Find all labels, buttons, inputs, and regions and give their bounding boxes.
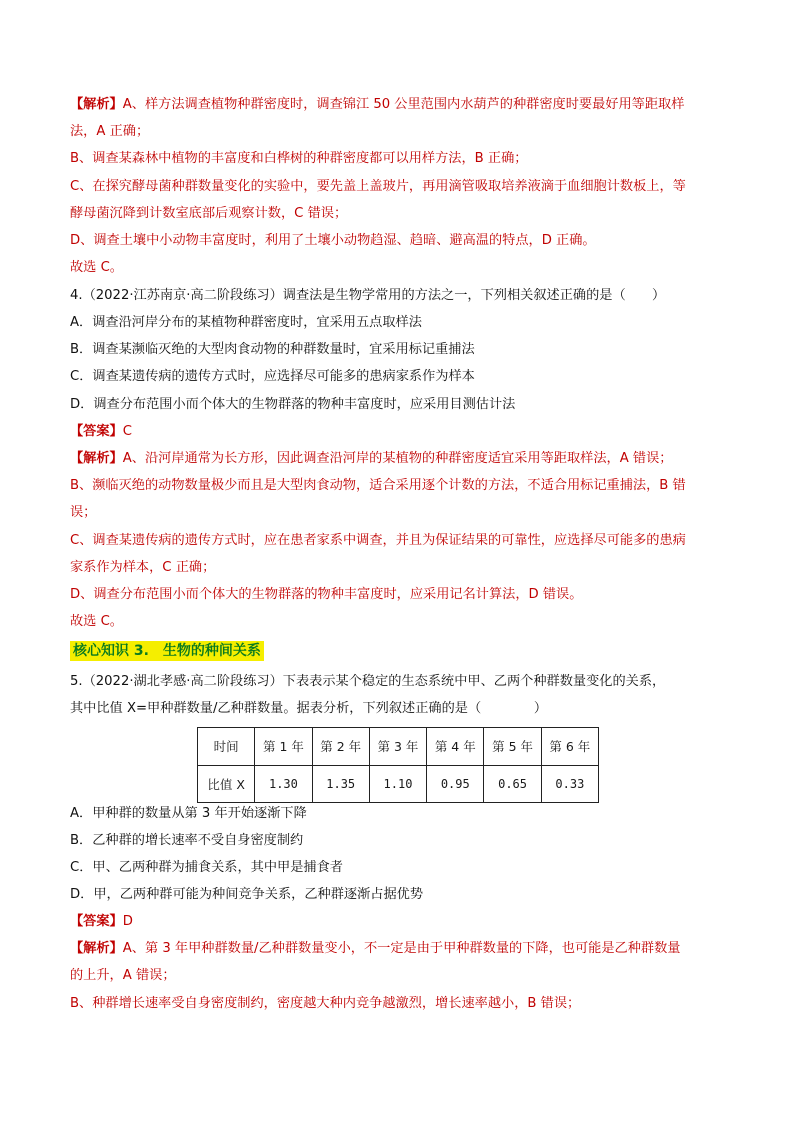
analysis-text: A、样方法调查植物种群密度时，调查锦江 50 公里范围内水葫芦的种群密度时要最好用等距取样 bbox=[122, 97, 685, 112]
answer-tag: 【答案】 bbox=[70, 424, 123, 439]
question-4-option-c: C．调查某遗传病的遗传方式时，应选择尽可能多的患病家系作为样本 bbox=[70, 369, 475, 384]
question-4-option-d: D．调查分布范围小而个体大的生物群落的物种丰富度时，应采用目测估计法 bbox=[70, 397, 516, 412]
analysis-paragraph-line bbox=[70, 940, 681, 958]
question-5-stem-line: 其中比值 X=甲种群数量/乙种群数量。据表分析，下列叙述正确的是（ ） bbox=[70, 701, 548, 716]
conclusion-line: 故选 C。 bbox=[70, 614, 123, 629]
table-header-cell: 第 2 年 bbox=[312, 728, 369, 766]
analysis-paragraph-line: B、濒临灭绝的动物数量极少而且是大型肉食动物，适合采用逐个计数的方法，不适合用标记重捕法，B 错 bbox=[70, 478, 686, 493]
analysis-tag: 【解析】 bbox=[70, 451, 123, 466]
question-5-stem-line: 5.（2022·湖北孝感·高二阶段练习）下表表示某个稳定的生态系统中甲、乙两个种群数量变化的关系， bbox=[70, 674, 666, 689]
analysis-paragraph-line: 法，A 正确； bbox=[70, 124, 150, 139]
question-4-stem: 4.（2022·江苏南京·高二阶段练习）调查法是生物学常用的方法之一，下列相关叙述正确的是（ ） bbox=[70, 288, 666, 303]
question-5-option-d: D．甲，乙两种群可能为种间竞争关系，乙种群逐渐占据优势 bbox=[70, 887, 424, 902]
table-cell: 0.95 bbox=[427, 765, 484, 803]
section-heading: 核心知识 3. 生物的种间关系 bbox=[70, 641, 264, 661]
table-cell: 1.30 bbox=[255, 765, 312, 803]
table-cell: 0.33 bbox=[541, 765, 598, 803]
analysis-paragraph-line: D、调查土壤中小动物丰富度时，利用了土壤小动物趋湿、趋暗、避高温的特点，D 正确。 bbox=[70, 233, 596, 248]
conclusion-line: 故选 C。 bbox=[70, 260, 123, 275]
analysis-paragraph-line bbox=[70, 450, 672, 468]
analysis-paragraph-line: C、在探究酵母菌种群数量变化的实验中，要先盖上盖玻片，再用滴管吸取培养液滴于血细胞计数板上，等 bbox=[70, 179, 686, 194]
table-cell: 1.10 bbox=[369, 765, 426, 803]
table-row bbox=[198, 765, 599, 803]
answer-tag: 【答案】 bbox=[70, 914, 123, 929]
table-header-cell: 第 3 年 bbox=[369, 728, 426, 766]
question-4-option-b: B．调查某濒临灭绝的大型肉食动物的种群数量时，宜采用标记重捕法 bbox=[70, 342, 475, 357]
question-4-answer bbox=[70, 423, 132, 441]
analysis-paragraph-line: D、调查分布范围小而个体大的生物群落的物种丰富度时，应采用记名计算法，D 错误。 bbox=[70, 587, 583, 602]
analysis-paragraph-line bbox=[70, 96, 684, 114]
analysis-paragraph-line: B、调查某森林中植物的丰富度和白桦树的种群密度都可以用样方法，B 正确； bbox=[70, 151, 528, 166]
answer-value: C bbox=[122, 424, 132, 439]
analysis-tag: 【解析】 bbox=[70, 941, 123, 956]
analysis-paragraph-line: 家系作为样本，C 正确； bbox=[70, 560, 216, 575]
answer-value: D bbox=[122, 914, 133, 929]
analysis-paragraph-line: 酵母菌沉降到计数室底部后观察计数，C 错误； bbox=[70, 206, 348, 221]
table-header-cell: 时间 bbox=[198, 728, 255, 766]
table-header-row bbox=[198, 728, 599, 766]
question-5-option-a: A．甲种群的数量从第 3 年开始逐渐下降 bbox=[70, 806, 307, 821]
question-5-answer bbox=[70, 913, 133, 931]
question-5-option-b: B．乙种群的增长速率不受自身密度制约 bbox=[70, 833, 304, 848]
analysis-tag: 【解析】 bbox=[70, 97, 123, 112]
question-4-option-a: A．调查沿河岸分布的某植物种群密度时，宜采用五点取样法 bbox=[70, 315, 422, 330]
table-row-label: 比值 X bbox=[198, 765, 255, 803]
table-header-cell: 第 1 年 bbox=[255, 728, 312, 766]
table-header-cell: 第 5 年 bbox=[484, 728, 541, 766]
analysis-paragraph-line: C、调查某遗传病的遗传方式时，应在患者家系中调查，并且为保证结果的可靠性，应选择尽可能多的患病 bbox=[70, 533, 686, 548]
table-header-cell: 第 4 年 bbox=[427, 728, 484, 766]
analysis-text: A、沿河岸通常为长方形，因此调查沿河岸的某植物的种群密度适宜采用等距取样法，A 错误； bbox=[122, 451, 673, 466]
table-cell: 0.65 bbox=[484, 765, 541, 803]
analysis-paragraph-line: 误； bbox=[70, 505, 97, 520]
ratio-table bbox=[197, 727, 599, 803]
analysis-paragraph-line: B、种群增长速率受自身密度制约，密度越大种内竞争越激烈，增长速率越小，B 错误； bbox=[70, 996, 581, 1011]
question-5-option-c: C．甲、乙两种群为捕食关系，其中甲是捕食者 bbox=[70, 860, 343, 875]
analysis-text: A、第 3 年甲种群数量/乙种群数量变小，不一定是由于甲种群数量的下降，也可能是乙种群数量 bbox=[122, 941, 681, 956]
analysis-paragraph-line: 的上升，A 错误； bbox=[70, 968, 176, 983]
table-cell: 1.35 bbox=[312, 765, 369, 803]
table-header-cell: 第 6 年 bbox=[541, 728, 598, 766]
